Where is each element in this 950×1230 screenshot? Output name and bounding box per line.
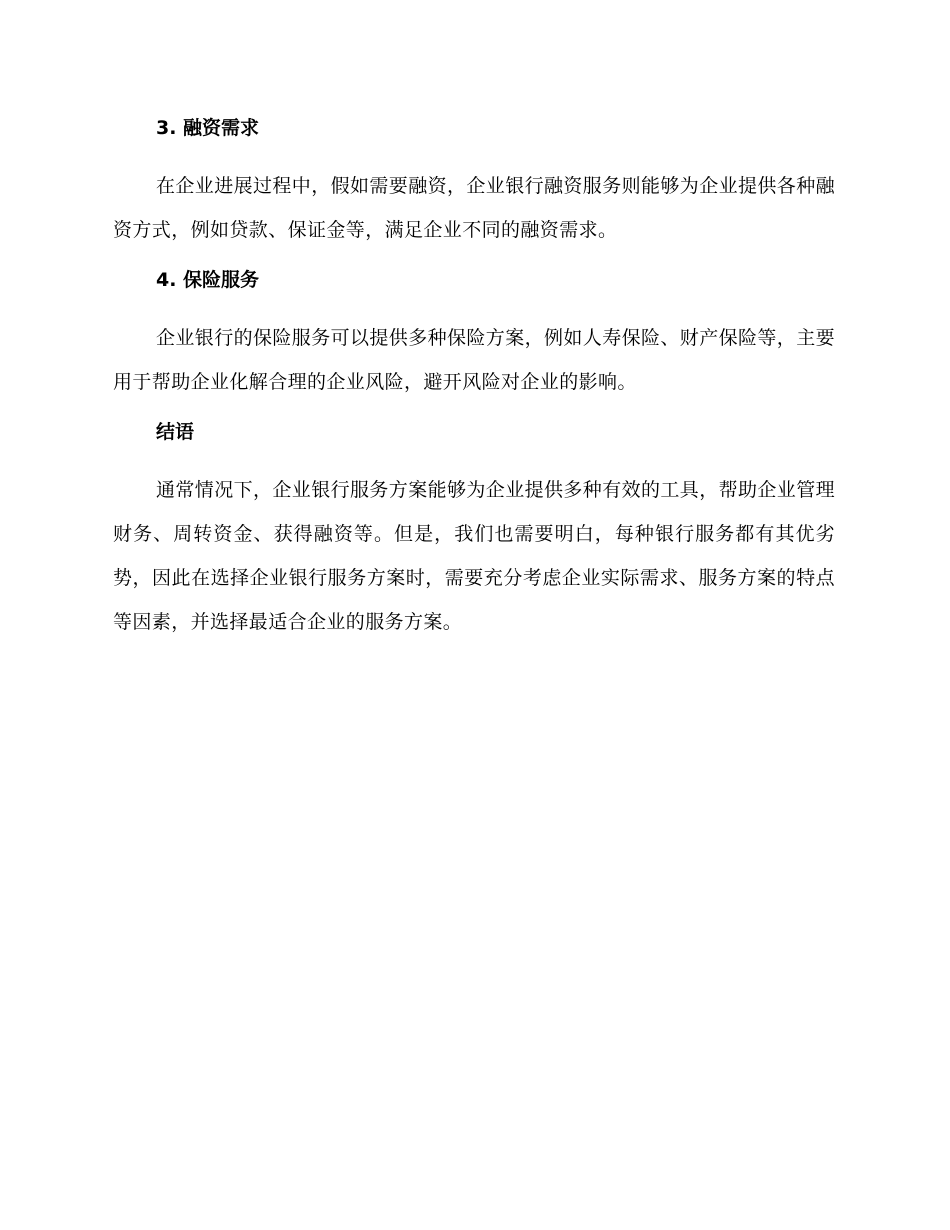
section-body-insurance: 企业银行的保险服务可以提供多种保险方案，例如人寿保险、财产保险等，主要用于帮助企业化解合理的企业风险，避开风险对企业的影响。 bbox=[113, 327, 836, 393]
section-body-financing: 在企业进展过程中，假如需要融资，企业银行融资服务则能够为企业提供各种融资方式，例如贷款、保证金等，满足企业不同的融资需求。 bbox=[113, 175, 836, 241]
section-heading-insurance: 4. 保险服务 bbox=[156, 269, 260, 291]
document-content bbox=[113, 112, 835, 644]
section-heading-financing: 3. 融资需求 bbox=[156, 117, 260, 139]
section-body-conclusion: 通常情况下，企业银行服务方案能够为企业提供多种有效的工具，帮助企业管理财务、周转资金、获得融资等。但是，我们也需要明白，每种银行服务都有其优劣势，因此在选择企业银行服务方案时，需要充分考虑企业实际需求、服务方案的特点等因素，并选择最适合企业的服务方案。 bbox=[113, 479, 836, 633]
section-heading-conclusion: 结语 bbox=[156, 421, 195, 443]
